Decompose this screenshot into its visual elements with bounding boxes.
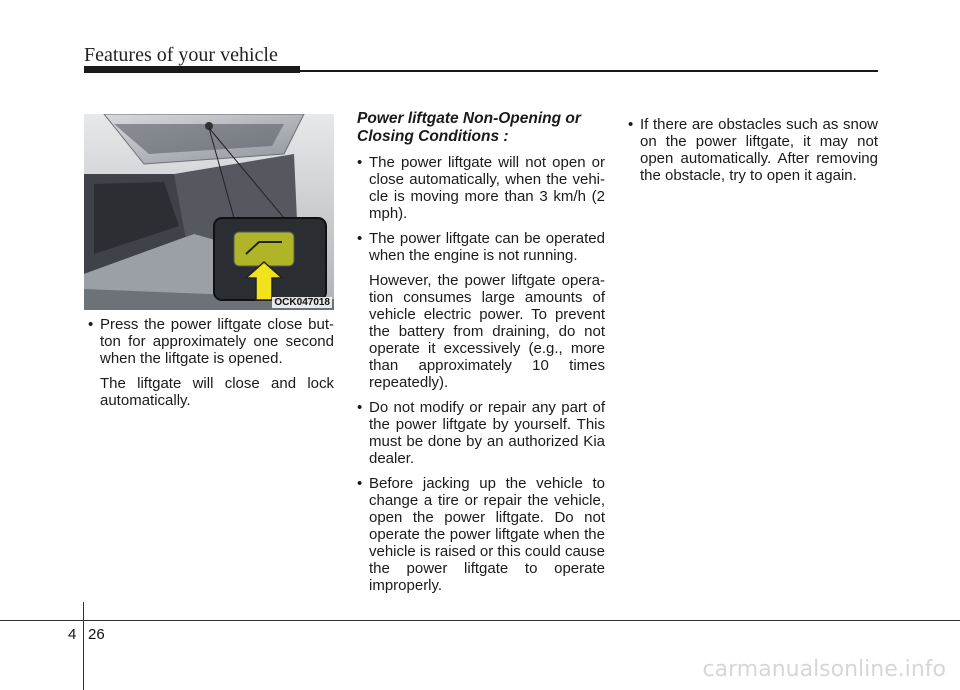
column-middle [357, 110, 605, 602]
bullet-item: • Press the power liftgate close but-ton for approximately one second when the liftgate is opened. [88, 316, 334, 367]
bullet-item: • Before jacking up the vehicle to change a tire or repair the vehicle, open the power liftgate. Do not operate the power liftgate when the vehicle is raised or this could cause the power liftgate to operate improperly. [357, 475, 605, 594]
section-title: Power liftgate Non-Opening or Closing Conditions : [357, 110, 581, 145]
page-header-title: Features of your vehicle [84, 44, 278, 66]
chapter-number: 4 [68, 626, 77, 643]
liftgate-illustration [84, 114, 334, 310]
bullet-item: • The power liftgate can be operated when the engine is not running. [357, 230, 605, 264]
column-left [88, 316, 334, 417]
liftgate-photo [84, 114, 334, 310]
footer-divider-vertical [83, 602, 84, 690]
watermark: carmanualsonline.info [702, 657, 946, 682]
bullet-item: • If there are obstacles such as snow on the power liftgate, it may not open automatically. After removing the obstacle, try to open it again. [628, 116, 878, 184]
column-right [628, 116, 878, 192]
bullet-item: • The power liftgate will not open or close automatically, when the vehi-cle is moving more than 3 km/h (2 mph). [357, 154, 605, 222]
bullet-subtext: However, the power liftgate opera-tion consumes large amounts of vehicle electric power. To prevent the battery from draining, do not operate it excessively (e.g., more than approximately 10 times repeatedly). [369, 272, 605, 391]
figure-code: OCK047018 [274, 297, 330, 308]
bullet-subtext: The liftgate will close and lock automatically. [100, 375, 334, 409]
bullet-item: • Do not modify or repair any part of the power liftgate by yourself. This must be done by an authorized Kia dealer. [357, 399, 605, 467]
page-number: 26 [88, 626, 105, 643]
footer-divider-horizontal [0, 620, 960, 621]
header-rule [84, 70, 878, 72]
